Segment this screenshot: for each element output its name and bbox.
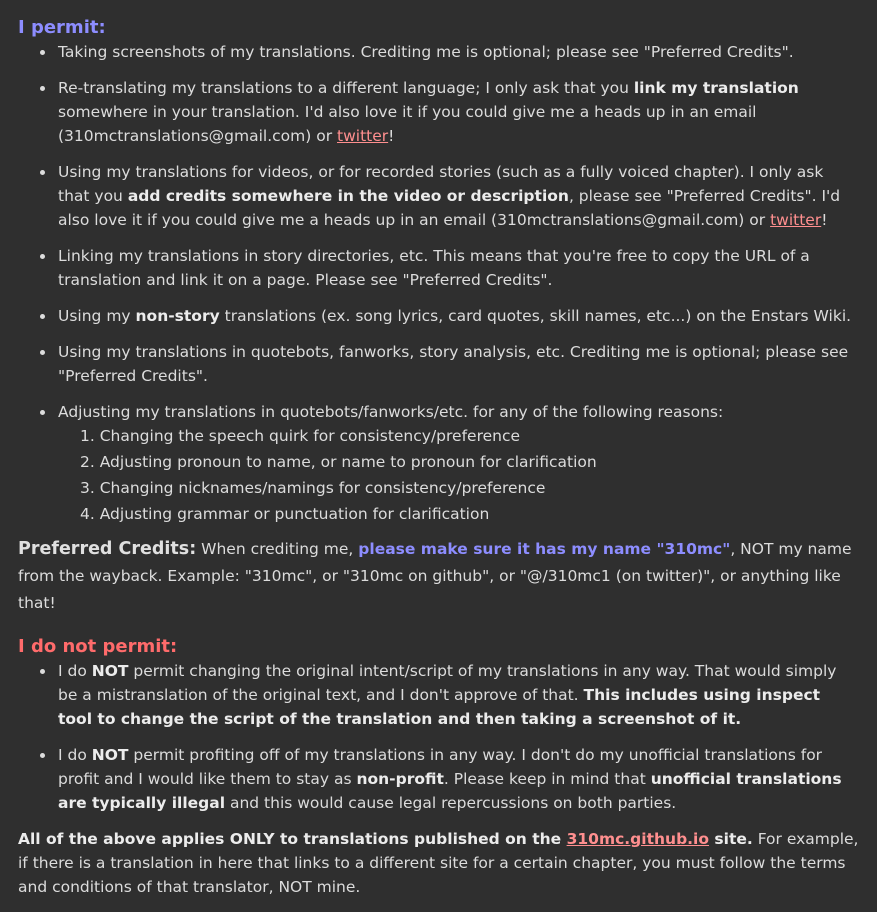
- notpermit-item-2-text-cont: and this would cause legal repercussions on both parties.: [225, 794, 677, 812]
- list-item: [40, 40, 859, 64]
- emphasis-text: NOT: [91, 746, 129, 764]
- footer-note: [18, 827, 859, 899]
- list-item: [40, 743, 859, 815]
- list-item: [40, 76, 859, 148]
- reason-item: 4. Adjusting grammar or punctuation for clarification: [80, 505, 490, 523]
- credits-title: Preferred Credits:: [18, 539, 197, 559]
- reason-item: 1. Changing the speech quirk for consistency/preference: [80, 427, 521, 445]
- permit-item-2-text-cont: somewhere in your translation. I'd also love it if you could give me a heads up in an email (310mctranslations@gmail.com) or: [58, 103, 757, 145]
- emphasis-text: non-story: [135, 307, 220, 325]
- permit-item-5-text-cont: translations (ex. song lyrics, card quotes, skill names, etc...) on the Enstars Wiki.: [219, 307, 852, 325]
- reason-item: 3. Changing nicknames/namings for consistency/preference: [80, 479, 546, 497]
- permit-item-1-text: Taking screenshots of my translations. Crediting me is optional; please see "Preferred Credits".: [58, 43, 794, 61]
- footer-bold-text: All of the above applies ONLY to translations published on the: [18, 830, 567, 848]
- permit-item-6-text: Using my translations in quotebots, fanworks, story analysis, etc. Crediting me is optional; please see "Preferred Credits".: [58, 343, 849, 385]
- permit-heading: I permit:: [18, 17, 106, 38]
- notpermit-item-2-text: I do: [58, 746, 92, 764]
- credits-text: When crediting me,: [196, 540, 359, 558]
- preferred-credits: [18, 536, 859, 617]
- footer-text: For example, if there is a translation in here that links to a different site for a certain chapter, you must follow the terms and conditions of that translator, NOT mine.: [18, 830, 859, 896]
- twitter-link[interactable]: twitter: [337, 127, 389, 145]
- emphasis-text: add credits somewhere in the video or description: [127, 187, 569, 205]
- credits-text-cont: , NOT my name from the wayback. Example: "310mc", or "310mc on github", or "@/310mc1 (on twitter)", or anything like that!: [18, 540, 852, 612]
- emphasis-text: link my translation: [633, 79, 799, 97]
- list-item: [40, 340, 859, 388]
- emphasis-text: NOT: [91, 662, 129, 680]
- emphasis-text: unofficial translations are typically illegal: [58, 770, 842, 812]
- list-item: [40, 244, 859, 292]
- punctuation: !: [821, 211, 828, 229]
- emphasis-text: non-profit: [356, 770, 444, 788]
- notpermit-heading: I do not permit:: [18, 636, 178, 657]
- list-item: [40, 160, 859, 232]
- permit-item-4-text: Linking my translations in story directories, etc. This means that you're free to copy the URL of a translation and link it on a page. Please see "Preferred Credits".: [58, 247, 810, 289]
- reason-item: 2. Adjusting pronoun to name, or name to pronoun for clarification: [80, 453, 597, 471]
- credits-highlight: please make sure it has my name "310mc": [358, 540, 731, 558]
- site-link[interactable]: 310mc.github.io: [566, 830, 710, 848]
- list-item: [40, 659, 859, 731]
- twitter-link[interactable]: twitter: [770, 211, 822, 229]
- list-item: [40, 400, 859, 526]
- notpermit-list: [18, 659, 859, 815]
- notpermit-item-2-text-cont: permit profiting off of my translations in any way. I don't do my unofficial translations for profit and I would like them to stay as: [58, 746, 823, 788]
- punctuation: !: [388, 127, 395, 145]
- notpermit-item-2-text-cont: . Please keep in mind that: [443, 770, 651, 788]
- permit-item-7-text: Adjusting my translations in quotebots/fanworks/etc. for any of the following reasons:: [58, 403, 724, 421]
- permit-item-3-text: Using my translations for videos, or for recorded stories (such as a fully voiced chapter). I only ask that you: [58, 163, 824, 205]
- permit-item-2-text: Re-translating my translations to a different language; I only ask that you: [58, 79, 634, 97]
- notpermit-item-1-text: I do: [58, 662, 92, 680]
- permit-item-5-text: Using my: [58, 307, 136, 325]
- notpermit-item-1-text-cont: permit changing the original intent/script of my translations in any way. That would simply be a mistranslation of the original text, and I don't approve of that.: [58, 662, 837, 704]
- reasons-list: [58, 424, 859, 526]
- footer-bold-text: site.: [709, 830, 753, 848]
- list-item: [40, 304, 859, 328]
- emphasis-text: This includes using inspect tool to change the script of the translation and then taking a screenshot of it.: [58, 686, 821, 728]
- permit-list: [18, 40, 859, 526]
- permit-item-3-text-cont: , please see "Preferred Credits". I'd also love it if you could give me a heads up in an email (310mctranslations@gmail.com) or: [58, 187, 841, 229]
